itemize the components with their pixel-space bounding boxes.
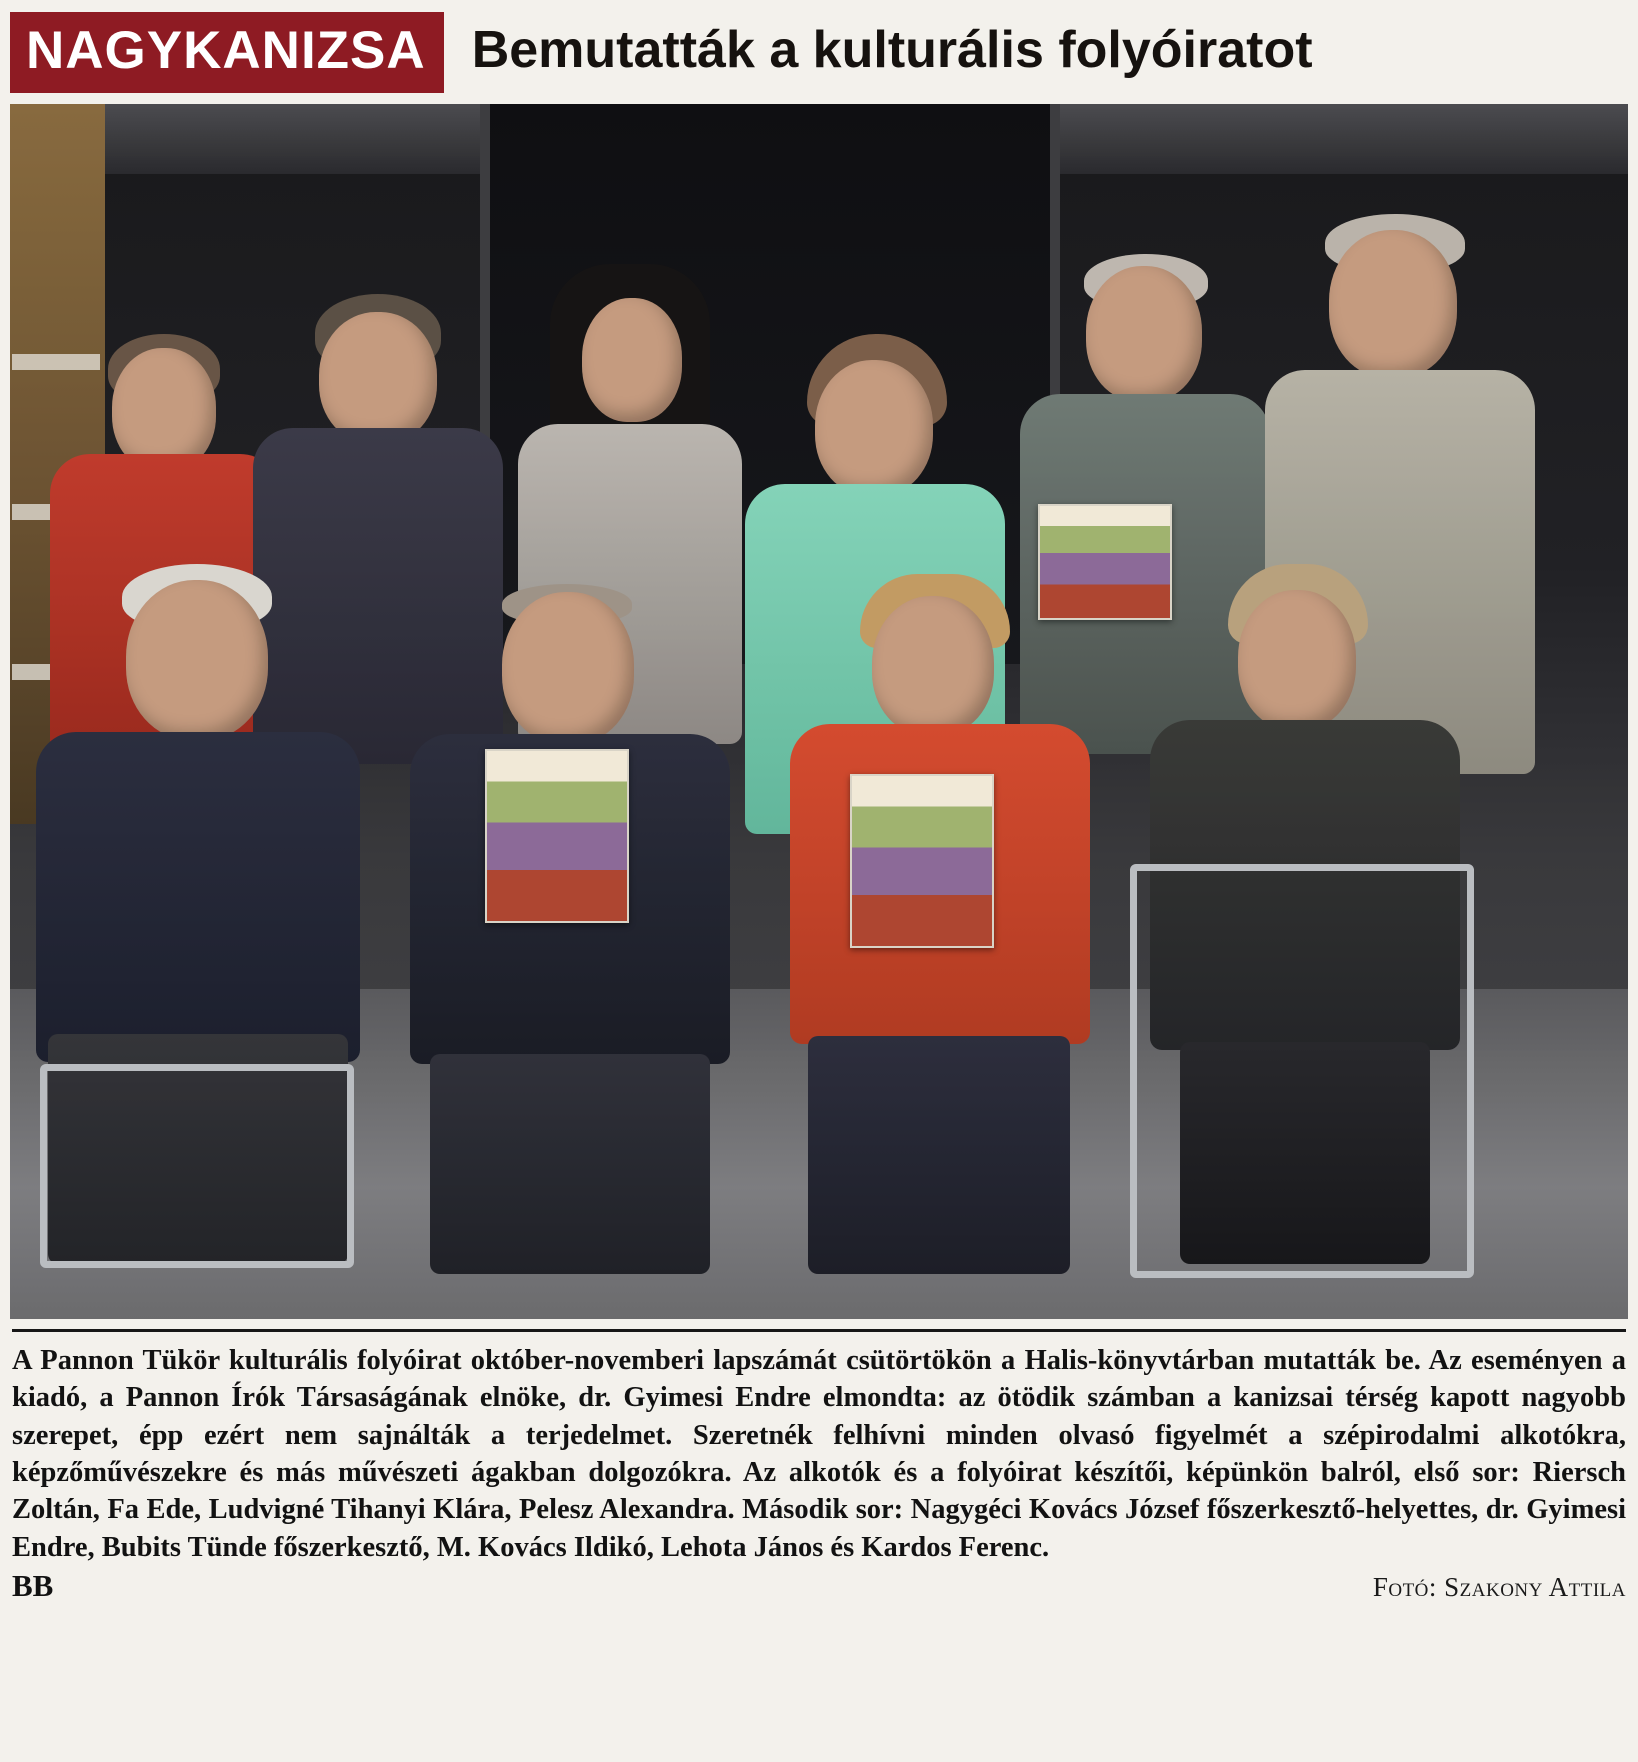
torso xyxy=(36,732,360,1062)
author-initials: BB xyxy=(12,1567,54,1603)
head xyxy=(319,312,437,444)
head xyxy=(815,360,933,496)
legs xyxy=(808,1036,1070,1274)
head xyxy=(1329,230,1457,378)
head xyxy=(1238,590,1356,730)
journal-cover xyxy=(850,774,994,948)
head xyxy=(502,592,634,744)
legs xyxy=(430,1054,710,1274)
person-front-2 xyxy=(410,584,730,1274)
photo-credit: Fotó: Szakony Attila xyxy=(1372,1571,1626,1602)
head xyxy=(582,298,682,422)
caption-text: A Pannon Tükör kulturális folyóirat október-novemberi lapszámát csütörtökön a Halis-könyvtárban mutatták be. Az eseményen a kiadó, a Pannon Írók Társaságának elnöke, dr. Gyimesi Endre elmondta: az ötödik számban a kanizsai térség kapott nagyobb szerepet, épp ezért nem sajnálták a terjedelmet. Szeretnék felhívni minden olvasó figyelmét a szépirodalmi alkotókra, képzőművészekre és más művészeti ágakban dolgozókra. Az alkotók és a folyóirat készítői, képünkön balról, első sor: Riersch Zoltán, Fa Ede, Ludvigné Tihanyi Klára, Pelesz Alexandra. Második sor: Nagygéci Kovács József főszerkesztő-helyettes, dr. Gyimesi Endre, Bubits Tünde főszerkesztő, M. Kovács Ildikó, Lehota János és Kardos Ferenc. xyxy=(12,1345,1626,1563)
head xyxy=(872,596,994,736)
head xyxy=(1086,266,1202,402)
caption-block xyxy=(12,1329,1626,1604)
journal-cover xyxy=(485,749,629,923)
section-kicker: NAGYKANIZSA xyxy=(10,12,444,93)
chair xyxy=(1130,864,1474,1278)
article-header xyxy=(0,0,1638,100)
byline-row xyxy=(12,1568,1626,1604)
person-front-3 xyxy=(790,574,1090,1274)
chair xyxy=(40,1064,354,1268)
article-photo xyxy=(10,104,1628,1319)
headline: Bemutatták a kulturális folyóiratot xyxy=(471,21,1313,79)
head xyxy=(126,580,268,740)
